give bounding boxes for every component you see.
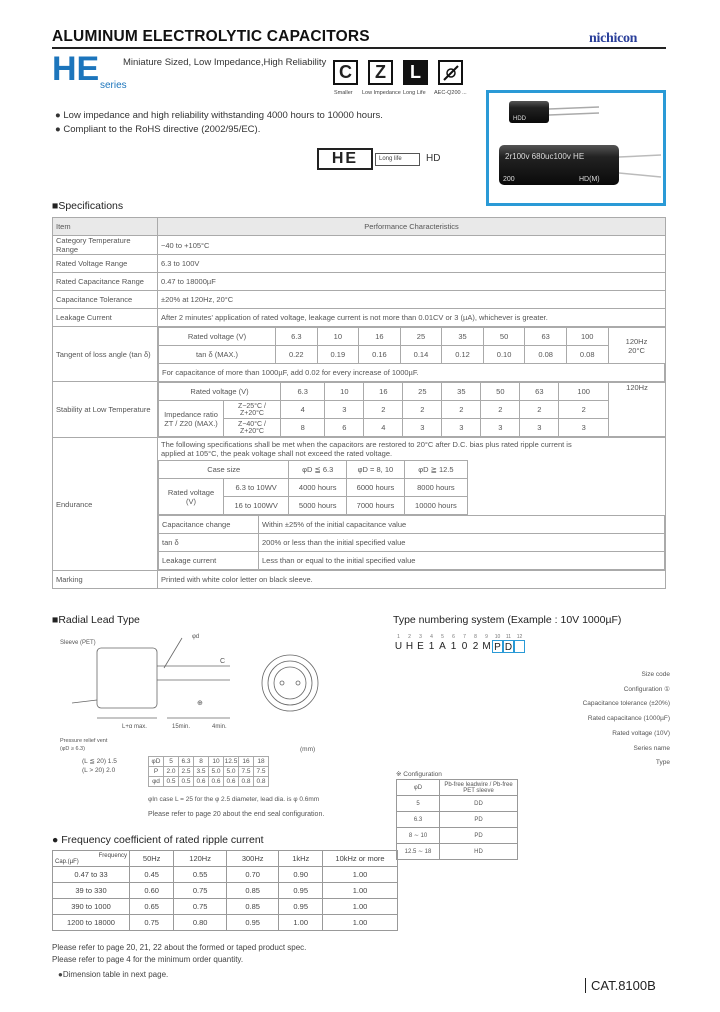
tan-cell bbox=[158, 327, 666, 382]
tan-max-label: tan δ (MAX.) bbox=[159, 346, 276, 364]
dim-cell: 7.5 bbox=[254, 767, 269, 777]
no-lead-icon bbox=[438, 60, 463, 85]
type-code-position bbox=[481, 634, 492, 653]
config-cell: 5 bbox=[397, 796, 440, 812]
spec-value: ±20% at 120Hz, 20°C bbox=[158, 291, 666, 309]
hours-value: 8000 hours bbox=[404, 479, 467, 497]
imp-value: 4 bbox=[364, 419, 403, 437]
freq-value: 0.95 bbox=[226, 915, 279, 931]
dim-cell: 0.5 bbox=[179, 777, 194, 787]
icon-caption: Smaller bbox=[334, 90, 353, 96]
dim-cell: 2.5 bbox=[179, 767, 194, 777]
dim-cell: 5.0 bbox=[224, 767, 239, 777]
icon-glyph: L bbox=[410, 62, 421, 82]
spec-label: Category Temperature Range bbox=[53, 236, 158, 255]
tan-note bbox=[608, 328, 665, 364]
imp-value: 2 bbox=[481, 401, 520, 419]
dim-l-note: (L > 20) 2.0 bbox=[82, 767, 116, 774]
imp-value: 3 bbox=[520, 419, 559, 437]
endurance-text bbox=[158, 438, 665, 460]
criteria-label: Capacitance change bbox=[159, 516, 259, 534]
dim-cell: 0.6 bbox=[194, 777, 209, 787]
imp-value: 2 bbox=[364, 401, 403, 419]
position-number: 8 bbox=[474, 634, 477, 640]
footer-note: Please refer to page 20, 21, 22 about the formed or taped product spec. bbox=[52, 943, 307, 952]
freq-value: 0.75 bbox=[174, 883, 227, 899]
voltage-range: 6.3 to 10WV bbox=[224, 479, 289, 497]
svg-text:L+α max.: L+α max. bbox=[122, 724, 147, 730]
spec-label: Capacitance Tolerance bbox=[53, 291, 158, 309]
dim-cell: 0.8 bbox=[239, 777, 254, 787]
svg-text:(φD ≥ 6.3): (φD ≥ 6.3) bbox=[60, 746, 85, 752]
freq-value: 0.70 bbox=[226, 867, 279, 883]
code-char: D bbox=[504, 642, 513, 653]
type-code-position bbox=[492, 634, 503, 653]
dim-cell: 5.0 bbox=[209, 767, 224, 777]
config-cell: PD bbox=[440, 828, 518, 844]
dim-cell: 18 bbox=[254, 757, 269, 767]
freq-head: 50Hz bbox=[130, 851, 174, 867]
code-char bbox=[514, 640, 525, 653]
freq-cap: 0.47 to 33 bbox=[53, 867, 130, 883]
endurance-line: The following specifications shall be met when the capacitors are restored to 20°C after D.C. bias plus rated ripple current is bbox=[161, 440, 572, 449]
imp-value: 3 bbox=[481, 419, 520, 437]
type-numbering-heading: Type numbering system (Example : 10V 1000µF) bbox=[393, 614, 622, 626]
dim-l-note: (L ≦ 20) 1.5 bbox=[82, 758, 117, 765]
heading-text: Radial Lead Type bbox=[58, 614, 140, 626]
rv-label-line1: Rated voltage bbox=[167, 487, 215, 497]
spec-label: Endurance bbox=[53, 438, 158, 571]
corner-bottom: Cap.(µF) bbox=[55, 858, 79, 865]
dimension-table bbox=[148, 756, 269, 787]
icon-caption: AEC-Q200 ... bbox=[434, 90, 467, 96]
tan-delta-table bbox=[158, 327, 665, 381]
freq-value: 0.90 bbox=[279, 867, 323, 883]
tan-note-freq: 120Hz bbox=[625, 336, 648, 346]
heading-text: Specifications bbox=[58, 200, 124, 212]
code-char: A bbox=[439, 641, 446, 652]
tan-value: 0.22 bbox=[276, 346, 318, 364]
position-number: 2 bbox=[408, 634, 411, 640]
capacitor-icon bbox=[333, 60, 358, 85]
svg-text:C: C bbox=[220, 658, 226, 665]
svg-text:Sleeve (PET): Sleeve (PET) bbox=[60, 640, 96, 646]
svg-text:HDD: HDD bbox=[513, 116, 526, 122]
dim-cell: 8 bbox=[194, 757, 209, 767]
tan-value: 0.08 bbox=[566, 346, 608, 364]
svg-text:HD(M): HD(M) bbox=[579, 176, 600, 183]
type-code-position bbox=[437, 634, 448, 653]
code-char: U bbox=[394, 641, 403, 652]
type-code-position bbox=[404, 634, 415, 653]
code-label: Configuration ① bbox=[623, 685, 670, 693]
hours-value: 10000 hours bbox=[404, 497, 467, 515]
freq-value: 0.75 bbox=[174, 899, 227, 915]
icon-caption: Long Life bbox=[403, 90, 426, 96]
dim-cell: 0.8 bbox=[254, 777, 269, 787]
specifications-heading: ■Specifications bbox=[52, 200, 124, 212]
spec-label: Leakage Current bbox=[53, 309, 158, 327]
lowtemp-cell bbox=[158, 382, 666, 438]
dim-cell: 2.0 bbox=[164, 767, 179, 777]
voltage-cell: 50 bbox=[483, 328, 525, 346]
svg-text:φd: φd bbox=[192, 634, 200, 640]
spec-label: Stability at Low Temperature bbox=[53, 382, 158, 438]
tan-value: 0.19 bbox=[317, 346, 359, 364]
type-code-position bbox=[503, 634, 514, 653]
code-label: Series name bbox=[633, 744, 670, 752]
series-code: HE bbox=[52, 50, 100, 88]
imp-value: 2 bbox=[520, 401, 559, 419]
config-head: Pb-free leadwire / Pb-free PET sleeve bbox=[440, 780, 518, 796]
config-cell: 12.5 ∼ 18 bbox=[397, 844, 440, 860]
imp-value: 2 bbox=[403, 401, 442, 419]
freq-value: 0.65 bbox=[130, 899, 174, 915]
freq-value: 0.55 bbox=[174, 867, 227, 883]
config-cell: 8 ∼ 10 bbox=[397, 828, 440, 844]
freq-head: 10kHz or more bbox=[323, 851, 398, 867]
catalog-number: CAT.8100B bbox=[585, 978, 656, 993]
config-cell: HD bbox=[440, 844, 518, 860]
code-char: 1 bbox=[428, 641, 435, 652]
code-char: 1 bbox=[450, 641, 457, 652]
imp-value: 2 bbox=[442, 401, 481, 419]
type-code-position bbox=[448, 634, 459, 653]
code-label: Capacitance tolerance (±20%) bbox=[582, 700, 670, 708]
voltage-cell: 6.3 bbox=[276, 328, 318, 346]
type-code-position bbox=[426, 634, 437, 653]
capacitor-photo bbox=[489, 93, 663, 203]
position-number: 1 bbox=[397, 634, 400, 640]
svg-text:200: 200 bbox=[503, 176, 515, 183]
col-item: Item bbox=[53, 218, 158, 236]
spec-value: −40 to +105°C bbox=[158, 236, 666, 255]
imp-value: 6 bbox=[325, 419, 364, 437]
series-flow-arrow: Long life bbox=[375, 153, 420, 166]
criteria-label: tan δ bbox=[159, 534, 259, 552]
svg-text:2r100v 680uc100v HE: 2r100v 680uc100v HE bbox=[505, 152, 585, 161]
dim-cell: 0.6 bbox=[224, 777, 239, 787]
config-cell: 6.3 bbox=[397, 812, 440, 828]
dim-footnote: φIn case L = 25 for the φ 2.5 diameter, lead dia. is φ 0.6mm bbox=[148, 796, 320, 803]
code-label: Rated capacitance (1000µF) bbox=[587, 715, 670, 723]
radial-lead-drawing bbox=[52, 628, 352, 758]
title-rule bbox=[52, 47, 666, 49]
case-size: φD = 8, 10 bbox=[347, 461, 405, 479]
bullet-text: Low impedance and high reliability withstanding 4000 hours to 10000 hours. bbox=[63, 110, 383, 121]
svg-text:4min.: 4min. bbox=[212, 724, 227, 730]
tan-value: 0.08 bbox=[525, 346, 567, 364]
position-number: 9 bbox=[485, 634, 488, 640]
endurance-criteria-table bbox=[158, 515, 665, 570]
freq-head: 120Hz bbox=[174, 851, 227, 867]
imp-label bbox=[159, 401, 224, 437]
freq-value: 0.80 bbox=[174, 915, 227, 931]
voltage-cell: 25 bbox=[403, 383, 442, 401]
dim-cell: P bbox=[149, 767, 164, 777]
series-word: series bbox=[100, 80, 127, 91]
radial-heading: ■Radial Lead Type bbox=[52, 614, 140, 626]
voltage-cell: 16 bbox=[364, 383, 403, 401]
hours-value: 7000 hours bbox=[347, 497, 405, 515]
code-char: M bbox=[482, 641, 491, 652]
frequency-heading: ● Frequency coefficient of rated ripple current bbox=[52, 834, 264, 846]
hours-value: 5000 hours bbox=[289, 497, 347, 515]
criteria-value: Within ±25% of the initial capacitance value bbox=[259, 516, 665, 534]
case-size-label: Case size bbox=[159, 461, 289, 479]
voltage-cell: 16 bbox=[359, 328, 401, 346]
voltage-cell: 10 bbox=[317, 328, 359, 346]
spec-label: Tangent of loss angle (tan δ) bbox=[53, 327, 158, 382]
voltage-cell: 25 bbox=[400, 328, 442, 346]
type-code-position bbox=[415, 634, 426, 653]
position-number: 4 bbox=[430, 634, 433, 640]
config-heading: ※ Configuration bbox=[396, 771, 442, 778]
type-code-position bbox=[459, 634, 470, 653]
hours-value: 4000 hours bbox=[289, 479, 347, 497]
dim-cell: 7.5 bbox=[239, 767, 254, 777]
spec-value: 0.47 to 18000µF bbox=[158, 273, 666, 291]
freq-cap: 1200 to 18000 bbox=[53, 915, 130, 931]
spec-label: Marking bbox=[53, 571, 158, 589]
voltage-cell: 63 bbox=[525, 328, 567, 346]
spec-value: 6.3 to 100V bbox=[158, 255, 666, 273]
dim-cell: φd bbox=[149, 777, 164, 787]
footer-note: Please refer to page 4 for the minimum order quantity. bbox=[52, 955, 244, 964]
code-char: 2 bbox=[472, 641, 479, 652]
dim-cell: 5 bbox=[164, 757, 179, 767]
configuration-table bbox=[396, 779, 518, 860]
feature-bullet: ● Compliant to the RoHS directive (2002/95/EC). bbox=[55, 124, 261, 135]
type-code-labels bbox=[560, 668, 670, 771]
freq-value: 1.00 bbox=[279, 915, 323, 931]
type-code-position bbox=[514, 634, 525, 653]
tan-value: 0.12 bbox=[442, 346, 484, 364]
imp-value: 3 bbox=[325, 401, 364, 419]
tan-rv-label: Rated voltage (V) bbox=[159, 328, 276, 346]
series-subtitle: Miniature Sized, Low Impedance,High Reliability bbox=[123, 57, 327, 68]
freq-cap: 39 to 330 bbox=[53, 883, 130, 899]
dim-cell: 6.3 bbox=[179, 757, 194, 767]
endurance-cell bbox=[158, 438, 666, 571]
code-label: Size code bbox=[641, 671, 670, 678]
voltage-cell: 63 bbox=[520, 383, 559, 401]
position-number: 7 bbox=[463, 634, 466, 640]
position-number: 5 bbox=[441, 634, 444, 640]
lowtemp-freq: 120Hz bbox=[609, 383, 666, 437]
imp-row-label: Z−40°C / Z+20°C bbox=[224, 419, 281, 437]
bullet-text: Compliant to the RoHS directive (2002/95/EC). bbox=[63, 124, 261, 135]
freq-value: 1.00 bbox=[323, 867, 398, 883]
imp-value: 3 bbox=[403, 419, 442, 437]
criteria-value: 200% or less than the initial specified value bbox=[259, 534, 665, 552]
dim-unit: (mm) bbox=[300, 746, 316, 753]
config-cell: DD bbox=[440, 796, 518, 812]
spec-label: Rated Capacitance Range bbox=[53, 273, 158, 291]
tan-value: 0.10 bbox=[483, 346, 525, 364]
document-title: ALUMINUM ELECTROLYTIC CAPACITORS bbox=[52, 28, 370, 45]
position-number: 6 bbox=[452, 634, 455, 640]
imp-row-label: Z−25°C / Z+20°C bbox=[224, 401, 281, 419]
freq-value: 0.85 bbox=[226, 883, 279, 899]
hours-value: 6000 hours bbox=[347, 479, 405, 497]
product-photo bbox=[486, 90, 666, 206]
endurance-table bbox=[158, 460, 468, 515]
dim-cell: 10 bbox=[209, 757, 224, 767]
case-size: φD ≦ 6.3 bbox=[289, 461, 347, 479]
tan-note-temp: 20°C bbox=[628, 345, 645, 355]
code-char: E bbox=[417, 641, 424, 652]
impedance-table bbox=[158, 382, 665, 437]
criteria-value: Less than or equal to the initial specified value bbox=[259, 552, 665, 570]
svg-text:⊕: ⊕ bbox=[197, 700, 203, 707]
freq-corner bbox=[53, 851, 130, 867]
type-code bbox=[393, 634, 525, 653]
col-performance: Performance Characteristics bbox=[158, 218, 666, 236]
imp-value: 3 bbox=[559, 419, 609, 437]
endurance-line: applied at 105°C, the peak voltage shall not exceed the rated voltage. bbox=[161, 449, 393, 458]
case-size: φD ≧ 12.5 bbox=[404, 461, 467, 479]
voltage-cell: 100 bbox=[559, 383, 609, 401]
imp-value: 2 bbox=[559, 401, 609, 419]
code-label: Rated voltage (10V) bbox=[612, 729, 670, 737]
spec-value: After 2 minutes' application of rated voltage, leakage current is not more than 0.01CV or 3 (µA), whichever is greater. bbox=[158, 309, 666, 327]
series-flow-box: HE bbox=[317, 148, 373, 170]
lowtemp-rv-label: Rated voltage (V) bbox=[159, 383, 281, 401]
freq-value: 1.00 bbox=[323, 915, 398, 931]
spec-value: Printed with white color letter on black sleeve. bbox=[158, 571, 666, 589]
voltage-cell: 10 bbox=[325, 383, 364, 401]
footer-note: ●Dimension table in next page. bbox=[58, 970, 169, 979]
position-number: 11 bbox=[505, 634, 512, 640]
svg-text:15min.: 15min. bbox=[172, 724, 191, 730]
freq-value: 0.75 bbox=[130, 915, 174, 931]
rv-label bbox=[159, 479, 224, 515]
footer-note-text: Dimension table in next page. bbox=[62, 970, 169, 979]
freq-cap: 390 to 1000 bbox=[53, 899, 130, 915]
feature-bullet: ● Low impedance and high reliability withstanding 4000 hours to 10000 hours. bbox=[55, 110, 383, 121]
code-label: Type bbox=[655, 759, 670, 767]
heading-text: Frequency coefficient of rated ripple current bbox=[61, 834, 264, 846]
freq-value: 1.00 bbox=[323, 899, 398, 915]
code-char: P bbox=[492, 640, 503, 653]
freq-value: 0.95 bbox=[279, 899, 323, 915]
type-code-position bbox=[470, 634, 481, 653]
specifications-table bbox=[52, 217, 666, 589]
imp-value: 4 bbox=[281, 401, 325, 419]
freq-value: 0.60 bbox=[130, 883, 174, 899]
impedance-icon bbox=[368, 60, 393, 85]
imp-value: 8 bbox=[281, 419, 325, 437]
freq-head: 300Hz bbox=[226, 851, 279, 867]
position-number: 12 bbox=[516, 634, 523, 640]
dim-cell: 0.6 bbox=[209, 777, 224, 787]
position-number: 3 bbox=[419, 634, 422, 640]
icon-glyph: Z bbox=[375, 62, 386, 82]
dim-cell: φD bbox=[149, 757, 164, 767]
dim-cell: 0.5 bbox=[164, 777, 179, 787]
freq-value: 0.95 bbox=[279, 883, 323, 899]
rv-label-line2: (V) bbox=[186, 496, 196, 506]
voltage-cell: 35 bbox=[442, 328, 484, 346]
series-flow-next: HD bbox=[426, 153, 441, 164]
freq-value: 0.85 bbox=[226, 899, 279, 915]
imp-value: 3 bbox=[442, 419, 481, 437]
dim-cell: 12.5 bbox=[224, 758, 238, 765]
freq-value: 0.45 bbox=[130, 867, 174, 883]
no-lead-glyph bbox=[441, 63, 461, 83]
criteria-label: Leakage current bbox=[159, 552, 259, 570]
code-char: H bbox=[405, 641, 414, 652]
spec-label: Rated Voltage Range bbox=[53, 255, 158, 273]
voltage-range: 16 to 100WV bbox=[224, 497, 289, 515]
tan-value: 0.14 bbox=[400, 346, 442, 364]
long-life-icon bbox=[403, 60, 428, 85]
code-char: 0 bbox=[461, 641, 468, 652]
tan-footnote: For capacitance of more than 1000µF, add 0.02 for every increase of 1000µF. bbox=[159, 364, 665, 382]
type-code-position bbox=[393, 634, 404, 653]
voltage-cell: 50 bbox=[481, 383, 520, 401]
voltage-cell: 6.3 bbox=[281, 383, 325, 401]
brand-logo: nichicon bbox=[589, 31, 638, 46]
svg-text:Pressure relief vent: Pressure relief vent bbox=[60, 738, 108, 744]
tan-value: 0.16 bbox=[359, 346, 401, 364]
imp-label-line2: ZT / Z20 (MAX.) bbox=[164, 418, 218, 428]
voltage-cell: 35 bbox=[442, 383, 481, 401]
freq-value: 1.00 bbox=[323, 883, 398, 899]
dim-cell: 3.5 bbox=[194, 767, 209, 777]
position-number: 10 bbox=[494, 634, 501, 640]
icon-glyph: C bbox=[339, 62, 352, 82]
dim-cell: 16 bbox=[239, 757, 254, 767]
imp-label-line1: Impedance ratio bbox=[164, 409, 218, 419]
end-seal-note: Please refer to page 20 about the end seal configuration. bbox=[148, 811, 325, 818]
voltage-cell: 100 bbox=[566, 328, 608, 346]
config-head: φD bbox=[397, 780, 440, 796]
config-cell: PD bbox=[440, 812, 518, 828]
icon-caption: Low Impedance bbox=[362, 90, 401, 96]
frequency-table bbox=[52, 850, 398, 931]
freq-head: 1kHz bbox=[279, 851, 323, 867]
corner-top: Frequency bbox=[98, 852, 127, 859]
